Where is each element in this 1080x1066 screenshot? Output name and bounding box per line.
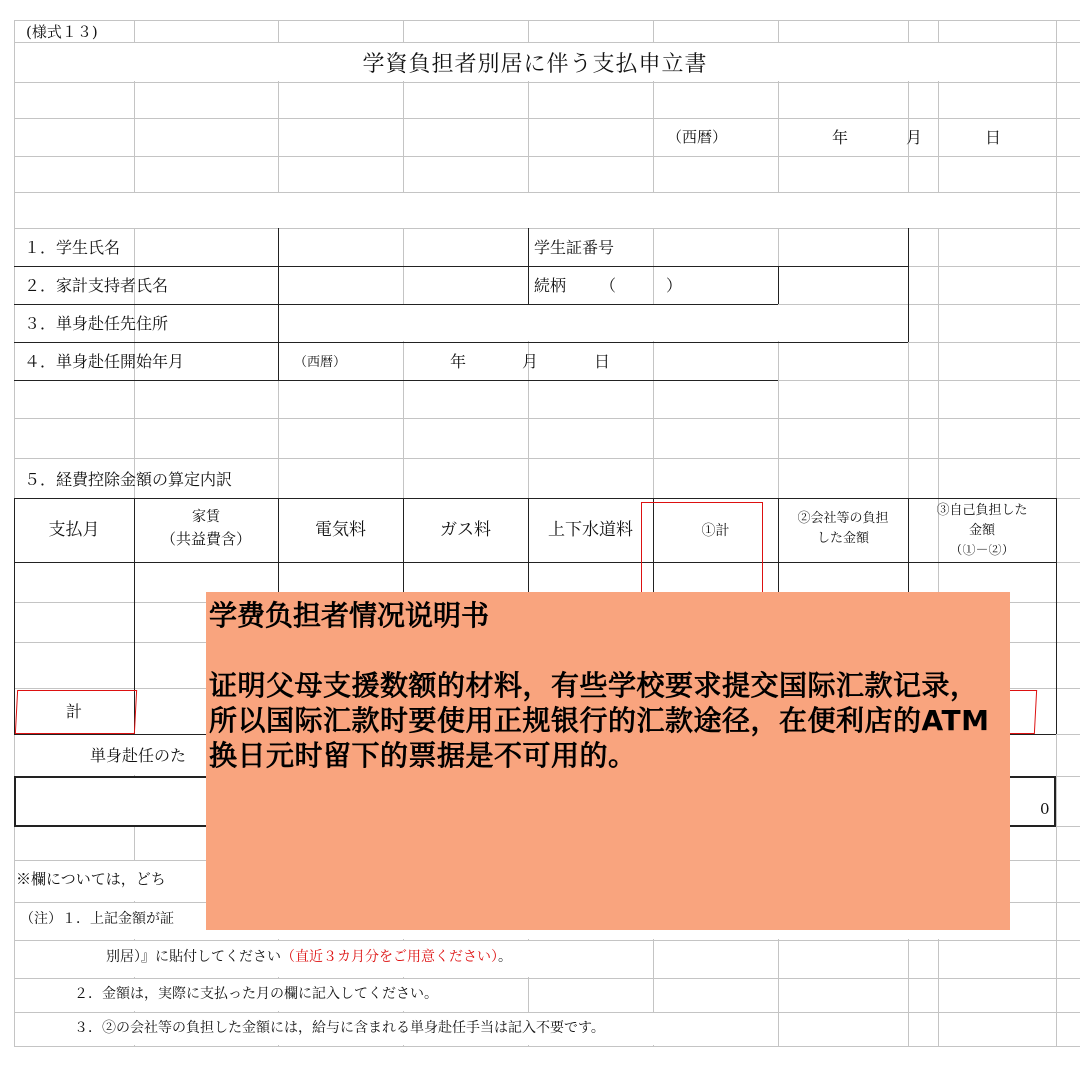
date-month-label: 月 (906, 128, 923, 147)
header-electricity: 電気料 (315, 520, 366, 540)
header-self-line2: 金額 (968, 523, 995, 538)
note-1-red-text: （直近３カ月分をご用意ください） (281, 949, 498, 965)
header-self-line1: ③自己負担した (936, 503, 1028, 518)
note-1: （注）１．上記金額が証 (20, 911, 174, 927)
overlay-body: 证明父母支援数额的材料，有些学校要求提交国际汇款记录，所以国际汇款时要使用正规银行的汇款途径，在便利店的ATM换日元时留下的票据是不可用的。 (209, 669, 990, 772)
header-gas: ガス料 (440, 520, 491, 540)
start-year-label: 年 (450, 352, 467, 371)
relationship-label: 続柄 (534, 276, 567, 295)
start-day-label: 日 (594, 352, 611, 371)
date-day-label: 日 (985, 128, 1002, 147)
header-self-line3: （①－②） (949, 544, 1015, 558)
overlay-title: 学费负担者情况说明书 (209, 599, 490, 632)
page-title: 学資負担者別居に伴う支払申立書 (362, 52, 708, 77)
note-3: ３．②の会社等の負担した金額には，給与に含まれる単身赴任手当は記入不要です。 (74, 1020, 605, 1036)
asterisk-note: ※欄については，どち (16, 870, 166, 888)
header-month: 支払月 (48, 520, 100, 540)
annotation-overlay (206, 592, 1010, 930)
relationship-paren-close: ） (666, 276, 683, 295)
header-rent-line2: （共益費含） (160, 530, 251, 548)
form-number: (様式１３) (26, 23, 98, 41)
header-water: 上下水道料 (548, 520, 633, 540)
header-company-line1: ②会社等の負担 (797, 511, 889, 526)
note-2: ２．金額は，実際に支払った月の欄に記入してください。 (74, 986, 438, 1002)
address-label: ３．単身赴任先住所 (24, 314, 169, 333)
start-date-era: （西暦） (294, 355, 347, 370)
student-id-label: 学生証番号 (534, 238, 615, 257)
note-1-continued: 別居）』に貼付してください（直近３カ月分をご用意ください）。 (106, 949, 512, 965)
header-total: ①計 (701, 523, 730, 539)
header-rent-line1: 家賃 (192, 509, 220, 525)
start-date-label: ４．単身赴任開始年月 (24, 352, 185, 371)
student-name-label: １．学生氏名 (24, 238, 121, 257)
date-year-label: 年 (832, 128, 849, 147)
supporter-name-label: ２．家計支持者氏名 (24, 276, 169, 295)
highlight-total-column (641, 502, 763, 600)
total-row-label: 計 (65, 702, 82, 721)
amount-value: 0 (1040, 800, 1050, 818)
header-company-line2: した金額 (816, 531, 869, 546)
date-era-label: （西暦） (667, 128, 728, 146)
subtotal-label: 単身赴任のた (90, 746, 187, 765)
breakdown-title: ５．経費控除金額の算定内訳 (24, 470, 233, 489)
start-month-label: 月 (522, 352, 539, 371)
relationship-paren-open: （ (600, 276, 617, 295)
